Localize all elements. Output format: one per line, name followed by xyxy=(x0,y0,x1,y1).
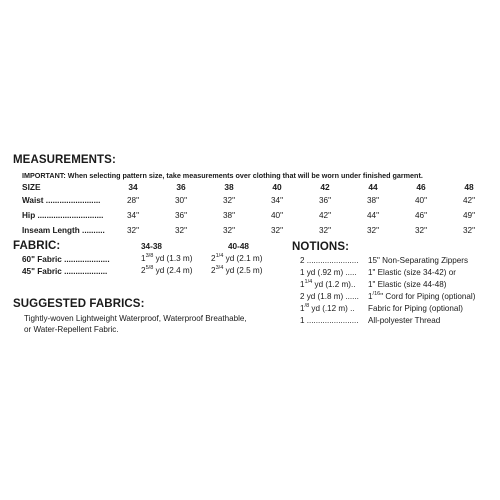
waist-value-36: 30" xyxy=(174,196,187,205)
waist-value-42: 36" xyxy=(318,196,331,205)
waist-value-44: 38" xyxy=(366,196,379,205)
notion-desc-4: $1^{/16}$" Cord for Piping (optional) xyxy=(368,291,476,301)
notion-qty-1: 2 ....................... xyxy=(300,256,359,265)
fabric-heading: FABRIC: xyxy=(13,240,61,252)
fabric-45-34-38: $2^{5/8}$ yd (2.4 m) xyxy=(141,265,193,275)
hip-row xyxy=(0,211,500,223)
size-col-48: 48 xyxy=(464,182,474,192)
inseam-value-48: 32" xyxy=(462,226,475,235)
suggested-fabrics-line2: or Water-Repellent Fabric. xyxy=(24,325,119,334)
waist-value-38: 32" xyxy=(222,196,235,205)
waist-value-46: 40" xyxy=(414,196,427,205)
waist-value-34: 28" xyxy=(126,196,139,205)
fabric-col-40-48: 40-48 xyxy=(228,242,249,251)
fabric-60-label: 60" Fabric .................... xyxy=(22,255,110,264)
notion-qty-5: $1^{/8}$ yd (.12 m) .. xyxy=(300,303,355,313)
waist-value-40: 34" xyxy=(270,196,283,205)
important-note: IMPORTANT: When selecting pattern size, take measurements over clothing that will be worn under finished garment. xyxy=(22,171,423,180)
inseam-label: Inseam Length .......... xyxy=(22,226,105,235)
hip-value-36: 36" xyxy=(174,211,187,220)
hip-value-48: 49" xyxy=(462,211,475,220)
waist-value-48: 42" xyxy=(462,196,475,205)
notion-desc-1: 15" Non-Separating Zippers xyxy=(368,256,469,265)
inseam-value-40: 32" xyxy=(270,226,283,235)
inseam-value-34: 32" xyxy=(126,226,139,235)
suggested-fabrics-line1: Tightly-woven Lightweight Waterproof, Waterproof Breathable, xyxy=(24,314,247,323)
hip-value-46: 46" xyxy=(414,211,427,220)
fabric-45-40-48: $2^{3/4}$ yd (2.5 m) xyxy=(211,265,263,275)
inseam-value-36: 32" xyxy=(174,226,187,235)
notion-desc-5: Fabric for Piping (optional) xyxy=(368,304,463,313)
hip-value-38: 38" xyxy=(222,211,235,220)
waist-row xyxy=(0,196,500,208)
notion-qty-2: 1 yd (.92 m) ..... xyxy=(300,268,357,277)
size-label: SIZE xyxy=(22,182,41,192)
inseam-value-42: 32" xyxy=(318,226,331,235)
fabric-45-label: 45" Fabric ................... xyxy=(22,267,108,276)
hip-label: Hip ............................. xyxy=(22,211,104,220)
hip-value-44: 44" xyxy=(366,211,379,220)
waist-label: Waist ........................ xyxy=(22,196,101,205)
size-col-40: 40 xyxy=(272,182,282,192)
size-col-38: 38 xyxy=(224,182,234,192)
notion-qty-4: 2 yd (1.8 m) ...... xyxy=(300,292,359,301)
suggested-fabrics-heading: SUGGESTED FABRICS: xyxy=(13,298,145,310)
measurements-heading: MEASUREMENTS: xyxy=(13,154,116,166)
hip-value-40: 40" xyxy=(270,211,283,220)
notion-desc-3: 1" Elastic (size 44-48) xyxy=(368,280,447,289)
fabric-60-34-38: $1^{3/8}$ yd (1.3 m) xyxy=(141,253,193,263)
fabric-60-40-48: $2^{1/4}$ yd (2.1 m) xyxy=(211,253,263,263)
notion-qty-3: $1^{1/4}$ yd (1.2 m).. xyxy=(300,279,356,289)
notion-desc-6: All-polyester Thread xyxy=(368,316,441,325)
fabric-col-34-38: 34-38 xyxy=(141,242,162,251)
notion-desc-2: 1" Elastic (size 34-42) or xyxy=(368,268,456,277)
inseam-row xyxy=(0,226,500,238)
size-col-36: 36 xyxy=(176,182,186,192)
inseam-value-44: 32" xyxy=(366,226,379,235)
notion-qty-6: 1 ....................... xyxy=(300,316,359,325)
size-col-34: 34 xyxy=(128,182,138,192)
size-col-44: 44 xyxy=(368,182,378,192)
inseam-value-46: 32" xyxy=(414,226,427,235)
size-col-42: 42 xyxy=(320,182,330,192)
notions-heading: NOTIONS: xyxy=(292,241,350,253)
size-header-row xyxy=(0,182,500,194)
inseam-value-38: 32" xyxy=(222,226,235,235)
hip-value-34: 34" xyxy=(126,211,139,220)
hip-value-42: 42" xyxy=(318,211,331,220)
size-col-46: 46 xyxy=(416,182,426,192)
